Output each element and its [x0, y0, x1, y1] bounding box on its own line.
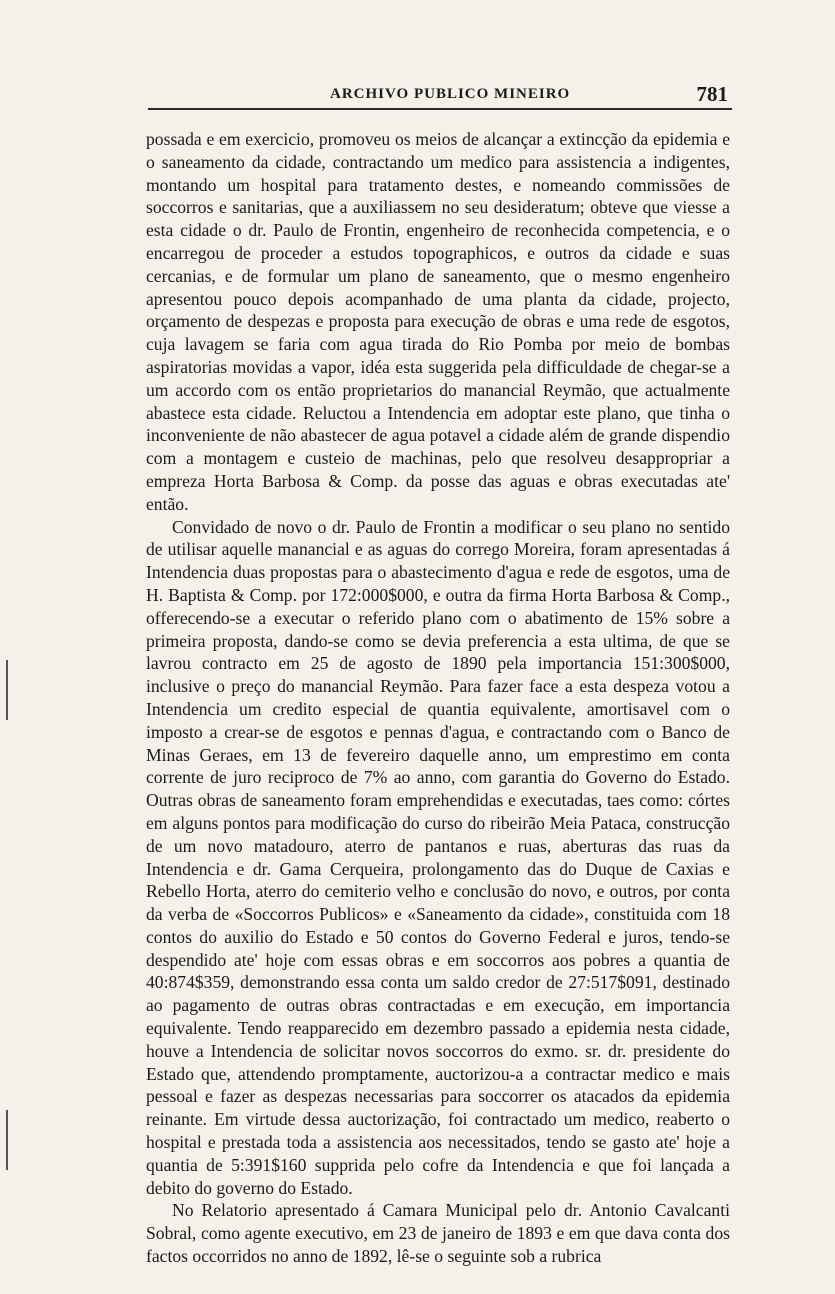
header-title: ARCHIVO PUBLICO MINEIRO: [330, 86, 571, 102]
page-number: 781: [696, 82, 728, 106]
paragraph: possada e em exercicio, promoveu os meios de alcançar a extincção da epidemia e o saneamento da cidade, contractando um medico para assistencia a indigentes, montando um hospital para tratamento destes, e nomeando commissões de soccorros e sanitarias, que a auxiliassem no seu desideratum; obteve que viesse a esta cidade o dr. Paulo de Frontin, engenheiro de reconhecida competencia, e o encarregou de proceder a estudos topographicos, e outros da cidade e suas cercanias, e de formular um plano de saneamento, que o mesmo engenheiro apresentou pouco depois acompanhado de uma planta da cidade, projecto, orçamento de despezas e proposta para execução de obras e uma rede de esgotos, cuja lavagem se faria com agua tirada do Rio Pomba por meio de bombas aspiratorias movidas a vapor, idéa esta suggerida pela difficuldade de chegar-se a um accordo com os então proprietarios do manancial Reymão, que actualmente abastece esta cidade. Reluctou a Intendencia em adoptar este plano, que tinha o inconveniente de não abastecer de agua potavel a cidade além de grande dispendio com a montagem e custeio de machinas, pelo que resolveu desappropriar a empreza Horta Barbosa & Comp. da posse das aguas e obras executadas ate' então.: [146, 129, 730, 514]
header-rule: [148, 108, 732, 110]
running-header: [150, 84, 730, 108]
paragraph: No Relatorio apresentado á Camara Municipal pelo dr. Antonio Cavalcanti Sobral, como agente executivo, em 23 de janeiro de 1893 e em que dava conta dos factos occorridos no anno de 1892, lê-se o seguinte sob a rubrica: [146, 1200, 730, 1267]
paragraph: Convidado de novo o dr. Paulo de Frontin a modificar o seu plano no sentido de utilisar aquelle manancial e as aguas do corrego Moreira, foram apresentadas á Intendencia duas propostas para o abastecimento d'agua e rede de esgotos, uma de H. Baptista & Comp. por 172:000$000, e outra da firma Horta Barbosa & Comp., offerecendo-se a executar o referido plano com o abatimento de 15% sobre a primeira proposta, dando-se como se devia preferencia a esta ultima, de que se lavrou contracto em 25 de agosto de 1890 pela importancia 151:300$000, inclusive o preço do manancial Reymão. Para fazer face a esta despeza votou a Intendencia um credito especial de quantia equivalente, amortisavel com o imposto a crear-se de esgotos e pennas d'agua, e contractando com o Banco de Minas Geraes, em 13 de fevereiro daquelle anno, um emprestimo em conta corrente de juro reciproco de 7% ao anno, com garantia do Governo do Estado. Outras obras de saneamento foram emprehendidas e executadas, taes como: córtes em alguns pontos para modificação do curso do ribeirão Meia Pataca, construcção de um novo matadouro, aterro de pantanos e ruas, aberturas das ruas da Intendencia e dr. Gama Cerqueira, prolongamento das do Duque de Caxias e Rebello Horta, aterro do cemiterio velho e conclusão do novo, e outros, por conta da verba de «Soccorros Publicos» e «Saneamento da cidade», constituida com 18 contos do auxilio do Estado e 50 contos do Governo Federal e juros, tendo-se despendido ate' hoje com essas obras e em soccorros aos pobres a quantia de 40:874$359, demonstrando essa conta um saldo credor de 27:517$091, destinado ao pagamento de outras obras contractadas e em execução, em importancia equivalente. Tendo reapparecido em dezembro passado a epidemia nesta cidade, houve a Intendencia de solicitar novos soccorros do exmo. sr. dr. presidente do Estado que, attendendo promptamente, auctorizou-a a contractar medico e mais pessoal e fazer as despezas necessarias para soccorrer os atacados da epidemia reinante. Em virtude dessa auctorização, foi contractado um medico, reaberto o hospital e prestada toda a assistencia aos necessitados, tendo se gasto ate' hoje a quantia de 5:391$160 supprida pelo cofre da Intendencia e que foi lançada a debito do governo do Estado.: [146, 516, 730, 1198]
binding-edge-line: [6, 1110, 8, 1170]
body-text: [146, 128, 730, 1268]
binding-edge-line: [6, 660, 8, 720]
